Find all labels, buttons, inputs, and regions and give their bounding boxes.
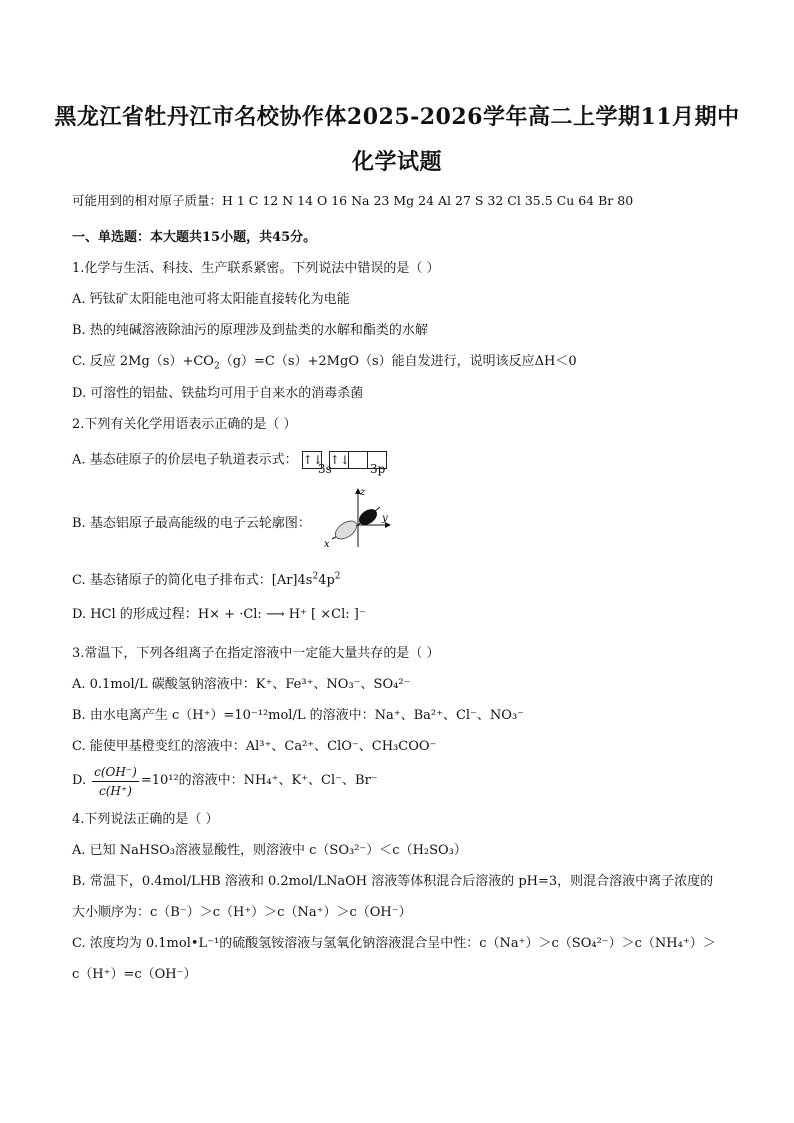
exam-title-line1: 黑龙江省牡丹江市名校协作体2025-2026学年高二上学期11月期中 bbox=[54, 104, 740, 130]
q2-c-s-sup: 2 bbox=[312, 571, 319, 582]
q2-a-text: A. 基态硅原子的价层电子轨道表示式： bbox=[72, 452, 298, 468]
axis-label-z: z bbox=[360, 487, 366, 498]
atomic-masses: 可能用到的相对原子质量：H 1 C 12 N 14 O 16 Na 23 Mg 24 Al 27 S 32 Cl 35.5 Cu 64 Br 80 bbox=[72, 193, 634, 208]
hcl-formation-equation: H× + ·Cl: ⟶ H⁺ [ ×Cl: ]⁻ bbox=[197, 607, 366, 622]
q1-option-a: A. 钙钛矿太阳能电池可将太阳能直接转化为电能 bbox=[72, 292, 350, 307]
orbital-3s: ↑↓ bbox=[302, 453, 323, 467]
q2-c-p-sup: 2 bbox=[334, 571, 341, 582]
p-orbital-diagram bbox=[322, 485, 394, 549]
q4-option-a: A. 已知 NaHSO₃溶液显酸性，则溶液中 c（SO₃²⁻）＜c（H₂SO₃） bbox=[72, 843, 467, 858]
q2-d-pre: D. HCl 的形成过程： bbox=[72, 607, 198, 622]
q1-option-c bbox=[72, 353, 577, 371]
q1-c-post: （g）=C（s）+2MgO（s）能自发进行，说明该反应ΔH＜0 bbox=[219, 354, 577, 369]
q3-d-denominator: c(H⁺) bbox=[99, 783, 132, 798]
q2-stem: 2.下列有关化学用语表示正确的是（ ） bbox=[72, 417, 297, 432]
q4-option-b-line1: B. 常温下，0.4mol/LHB 溶液和 0.2mol/LNaOH 溶液等体积混合后溶液的 pH=3，则混合溶液中离子浓度的 bbox=[72, 874, 714, 889]
q3-option-a: A. 0.1mol/L 碳酸氢钠溶液中：K⁺、Fe³⁺、NO₃⁻、SO₄²⁻ bbox=[72, 677, 411, 692]
q2-c-mid: 4p bbox=[318, 573, 335, 588]
label-3p: 3p bbox=[370, 462, 386, 476]
axis-label-y: y bbox=[382, 513, 388, 524]
q3-d-label: D. bbox=[72, 773, 87, 788]
q1-c-pre: C. 反应 2Mg（s）+CO bbox=[72, 354, 214, 369]
q2-option-d bbox=[72, 606, 366, 624]
q3-d-numerator: c(OH⁻) bbox=[92, 763, 139, 782]
section-heading: 一、单选题：本大题共15小题，共45分。 bbox=[72, 230, 317, 245]
q1-option-d: D. 可溶性的铝盐、铁盐均可用于自来水的消毒杀菌 bbox=[72, 386, 364, 401]
q4-option-c-line2: c（H⁺）=c（OH⁻） bbox=[72, 967, 197, 982]
axis-label-x: x bbox=[324, 539, 330, 549]
q3-d-fraction bbox=[92, 763, 139, 800]
q3-option-b: B. 由水电离产生 c（H⁺）=10⁻¹²mol/L 的溶液中：Na⁺、Ba²⁺、Cl⁻、NO₃⁻ bbox=[72, 708, 525, 723]
orbital-3p-1: ↑↓ bbox=[329, 453, 350, 467]
q1-c-sub: 2 bbox=[213, 361, 220, 372]
q3-d-post: =10¹²的溶液中：NH₄⁺、K⁺、Cl⁻、Br⁻ bbox=[140, 773, 378, 788]
orbital-lobe-light bbox=[332, 517, 360, 542]
q1-stem: 1.化学与生活、科技、生产联系紧密。下列说法中错误的是（ ） bbox=[72, 261, 440, 276]
q3-option-c: C. 能使甲基橙变红的溶液中：Al³⁺、Ca²⁺、ClO⁻、CH₃COO⁻ bbox=[72, 739, 437, 754]
q3-option-d bbox=[72, 763, 378, 799]
q3-stem: 3.常温下，下列各组离子在指定溶液中一定能大量共存的是（ ） bbox=[72, 646, 440, 661]
q2-option-b: B. 基态铝原子最高能级的电子云轮廓图： bbox=[72, 516, 311, 531]
q2-c-pre: C. 基态锗原子的简化电子排布式：[Ar]4s bbox=[72, 573, 313, 588]
orbital-3p-2 bbox=[348, 451, 368, 469]
q1-option-b: B. 热的纯碱溶液除油污的原理涉及到盐类的水解和酯类的水解 bbox=[72, 323, 428, 338]
exam-title-line2: 化学试题 bbox=[351, 149, 442, 175]
q4-option-b-line2: 大小顺序为：c（B⁻）＞c（H⁺）＞c（Na⁺）＞c（OH⁻） bbox=[72, 905, 412, 920]
q2-option-a bbox=[72, 451, 386, 470]
label-3s: 3s bbox=[318, 462, 332, 476]
q4-option-c-line1: C. 浓度均为 0.1mol•L⁻¹的硫酸氢铵溶液与氢氧化钠溶液混合呈中性：c（Na⁺）＞c（SO₄²⁻）＞c（NH₄⁺）＞ bbox=[72, 936, 716, 951]
q4-stem: 4.下列说法正确的是（ ） bbox=[72, 812, 219, 827]
q2-option-c bbox=[72, 572, 341, 590]
